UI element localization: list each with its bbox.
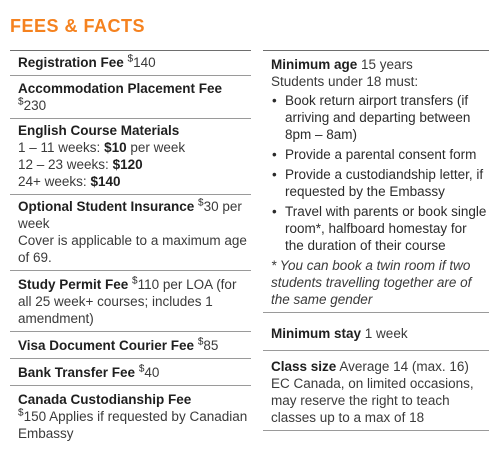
insurance-amount: 30 per week [18,199,242,231]
custodianship-amount: 150 [23,409,47,424]
class-size-note: EC Canada, on limited occasions, may reserve the right to teach classes up to a max of 18 [271,376,474,425]
class-size-block [263,351,489,431]
registration-fee-label: Registration Fee [18,55,124,70]
class-size-label: Class size [271,359,337,374]
minimum-age-label: Minimum age [271,57,358,72]
insurance-label: Optional Student Insurance [18,199,195,214]
requirement-item: • Travel with parents or book single room*, halfboard homestay for the duration of their course [271,203,489,254]
registration-fee-currency: $ [127,53,134,65]
minimum-stay-block [263,313,489,351]
bank-transfer-block [10,359,251,386]
minimum-age-intro: Students under 18 must: [271,74,419,89]
minimum-age-block [263,51,489,313]
right-column [263,50,489,431]
english-row-price: $10 [104,140,127,155]
minimum-age-value: 15 years [361,57,413,72]
english-row-price: $120 [112,157,143,172]
registration-fee-amount: 140 [133,55,156,70]
study-permit-currency: $ [132,275,138,287]
study-permit-amount: 110 per [137,277,183,292]
visa-courier-amount: 85 [203,338,219,353]
study-permit-note: LOA (for all 25 week+ courses; includes 1 amendment) [18,277,237,326]
english-row-range: 1 – 11 weeks: [18,140,101,155]
bank-transfer-label: Bank Transfer Fee [18,365,136,380]
registration-fee-block [10,51,251,76]
requirement-item: • Provide a custodiandship letter, if requested by the Embassy [271,166,489,200]
study-permit-label: Study Permit Fee [18,277,129,292]
english-materials-block [10,119,251,195]
custodianship-note: Applies if requested by Canadian Embassy [18,409,248,441]
insurance-block [10,195,251,271]
visa-courier-label: Visa Document Courier Fee [18,338,195,353]
custodianship-label: Canada Custodianship Fee [18,392,192,407]
english-materials-label: English Course Materials [18,123,180,138]
accommodation-fee-amount: 230 [23,98,47,113]
english-row-range: 12 – 23 weeks: [18,157,109,172]
custodianship-block [10,386,251,446]
accommodation-fee-label: Accommodation Placement Fee [18,81,223,96]
section-title: FEES & FACTS [10,16,146,36]
accommodation-fee-currency: $ [18,96,24,108]
accommodation-fee-block [10,76,251,119]
twin-room-footnote: * You can book a twin room if two students travelling together are of the same gender [271,258,472,307]
visa-courier-currency: $ [197,336,204,348]
minimum-stay-label: Minimum stay [271,326,362,341]
english-materials-row [18,156,251,173]
english-materials-row [18,139,251,156]
left-column [10,50,251,446]
insurance-currency: $ [198,197,204,209]
insurance-note: Cover is applicable to a maximum age of 69. [18,233,247,265]
english-row-suffix: per week [130,140,186,155]
english-row-price: $140 [90,174,121,189]
requirement-item: • Book return airport transfers (if arriving and departing between 8pm – 8am) [271,92,489,143]
minimum-stay-value: 1 week [364,326,408,341]
study-permit-block [10,271,251,332]
class-size-value: Average 14 (max. 16) [339,359,469,374]
bank-transfer-currency: $ [138,363,145,375]
minimum-age-requirements [271,92,489,254]
custodianship-currency: $ [18,407,24,419]
english-row-range: 24+ weeks: [18,174,87,189]
bank-transfer-amount: 40 [144,365,160,380]
requirement-item: • Provide a parental consent form [271,146,489,163]
english-materials-row [18,173,251,190]
visa-courier-block [10,332,251,359]
